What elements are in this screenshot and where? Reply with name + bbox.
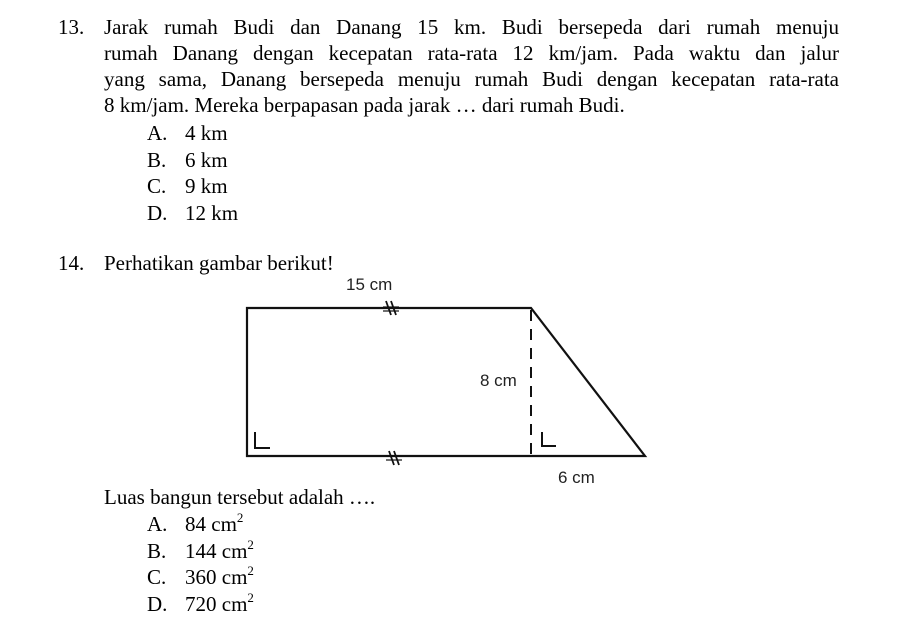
tick-mark-bottom bbox=[386, 451, 402, 465]
question-14-prompt: Luas bangun tersebut adalah …. bbox=[104, 485, 376, 509]
option-letter: C. bbox=[147, 565, 167, 589]
label-base-extension: 6 cm bbox=[558, 468, 595, 487]
option-superscript: 2 bbox=[247, 537, 254, 552]
question-13-line-1: Jarak rumah Budi dan Danang 15 km. Budi bersepeda dari rumah menuju bbox=[104, 15, 839, 39]
question-14-option-d[interactable] bbox=[147, 591, 254, 617]
right-angle-mark-corner bbox=[255, 432, 270, 448]
option-superscript: 2 bbox=[236, 510, 244, 525]
option-letter: D. bbox=[147, 592, 168, 616]
option-text: 12 km bbox=[185, 201, 239, 225]
question-13-line-3: yang sama, Danang bersepeda menuju rumah Budi dengan kecepatan rata-rata bbox=[104, 67, 839, 91]
question-13-line-4: 8 km/jam. Mereka berpapasan pada jarak … dari rumah Budi. bbox=[104, 93, 625, 117]
option-text: 6 km bbox=[185, 148, 228, 172]
option-value: 84 cm bbox=[185, 512, 237, 536]
question-14-intro: Perhatikan gambar berikut! bbox=[104, 251, 334, 275]
option-letter: D. bbox=[147, 201, 168, 225]
trapezoid-outline bbox=[247, 308, 645, 456]
option-letter: A. bbox=[147, 512, 168, 536]
option-text: 4 km bbox=[185, 121, 228, 145]
question-14-option-a[interactable] bbox=[147, 511, 243, 537]
question-14-option-c[interactable] bbox=[147, 564, 254, 590]
option-letter: C. bbox=[147, 174, 167, 198]
right-angle-mark-height bbox=[542, 432, 556, 446]
label-height: 8 cm bbox=[480, 371, 517, 390]
option-text: 9 km bbox=[185, 174, 228, 198]
option-value: 144 cm bbox=[185, 539, 248, 563]
option-letter: A. bbox=[147, 121, 168, 145]
option-letter: B. bbox=[147, 148, 167, 172]
label-top-length: 15 cm bbox=[346, 275, 393, 294]
option-letter: B. bbox=[147, 539, 167, 563]
option-superscript: 2 bbox=[247, 590, 254, 605]
question-13-line-2: rumah Danang dengan kecepatan rata-rata 12 km/jam. Pada waktu dan jalur bbox=[104, 41, 839, 65]
question-14-number: 14. bbox=[58, 251, 85, 275]
question-14-option-b[interactable] bbox=[147, 538, 254, 564]
option-value: 360 cm bbox=[185, 565, 248, 589]
option-superscript: 2 bbox=[247, 563, 254, 578]
question-13-number: 13. bbox=[58, 15, 85, 39]
option-value: 720 cm bbox=[185, 592, 248, 616]
